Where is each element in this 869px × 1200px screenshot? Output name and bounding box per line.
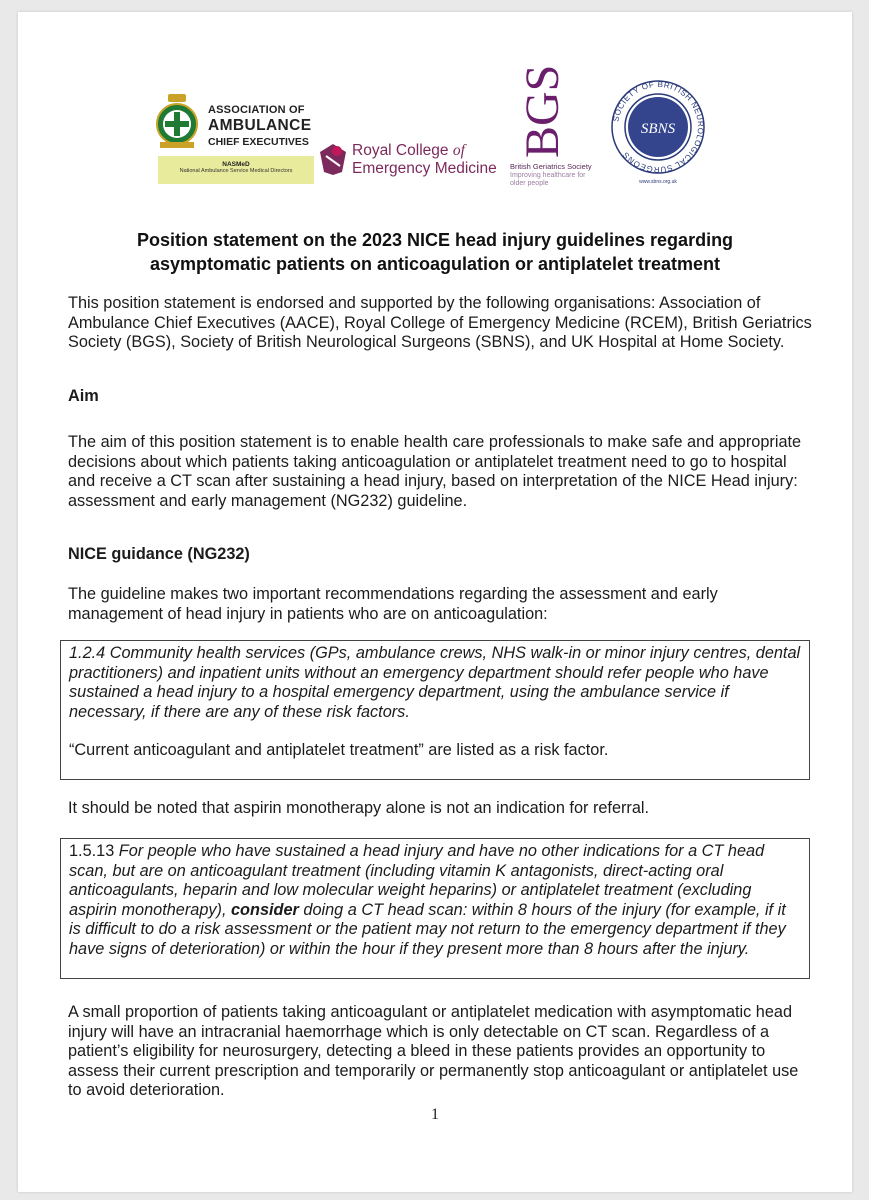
recommendation-1-5-13-part1: For people who have sustained a head injury and have no other indications for a CT head scan, but are on anticoagulant treatment (including vitamin K antagonists, direct-acting oral anticoagulants, heparin and low molecular weight heparins) or antiplatelet treatment (excluding aspirin monotherapy), <box>69 842 765 919</box>
box-spacer <box>69 722 801 741</box>
recommendation-number: 1.5.13 <box>69 842 119 860</box>
nice-intro-paragraph: The guideline makes two important recommendations regarding the assessment and early management of head injury in patients who are on anticoagulation: <box>68 585 718 623</box>
title-line1: Position statement on the 2023 NICE head injury guidelines regarding <box>136 230 734 250</box>
aim-heading: Aim <box>68 387 99 405</box>
sbns-monogram: SBNS <box>640 121 676 137</box>
sbns-ring-text: SOCIETY OF BRITISH NEUROLOGICAL SURGEONS <box>611 79 706 175</box>
sbns-url: www.sbns.org.uk <box>639 179 677 185</box>
risk-factor-note: “Current anticoagulant and antiplatelet treatment” are listed as a risk factor. <box>69 741 609 759</box>
recommendation-1-5-13-part2: doing a CT head scan: within 8 hours of the injury (for example, if it is difficult to do a risk assessment or the patient may not return to the emergency department if they have signs of deterioration) or within the hour if they present more than 8 hours after the injury. <box>69 900 786 958</box>
aace-logo <box>154 92 324 187</box>
bgs-mark-text: BGS <box>516 64 569 158</box>
nasmed-banner <box>158 156 314 184</box>
rcem-of: of <box>452 142 465 159</box>
rcem-name-line2: Emergency Medicine <box>352 160 497 177</box>
title-line2: asymptomatic patients on anticoagulation or antiplatelet treatment <box>149 254 721 274</box>
logo-strip <box>18 12 852 212</box>
recommendation-1-2-4: 1.2.4 Community health services (GPs, ambulance crews, NHS walk-in or minor injury centres, dental practitioners) and inpatient units without an emergency department should refer people who have sustained a head injury to a hospital emergency department, using the ambulance service if necessary, if there are any of these risk factors. <box>69 644 801 721</box>
nasmed-acronym: NASMeD <box>222 161 250 168</box>
bgs-name: British Geriatrics Society <box>510 162 592 171</box>
bgs-tagline: Improving healthcare for older people <box>510 172 586 187</box>
page-title <box>78 228 792 276</box>
rcem-name-line1 <box>352 142 465 160</box>
nice-heading: NICE guidance (NG232) <box>68 545 250 563</box>
aace-line2: AMBULANCE <box>208 117 312 134</box>
page-number: 1 <box>431 1106 439 1123</box>
bgs-mark-icon <box>516 64 569 160</box>
aace-crest-icon <box>154 92 200 152</box>
aace-line1: ASSOCIATION OF <box>208 104 305 116</box>
recommendation-emphasis: consider <box>231 900 299 919</box>
closing-paragraph: A small proportion of patients taking anticoagulant or antiplatelet medication with asymptomatic head injury will have an intracranial haemorrhage which is only detectable on CT scan. Regardless of a patient’s eligibility for neurosurgery, detecting a bleed in these patients provides an opportunity to assess their current prescription and temporarily or permanently stop anticoagulant or antiplatelet use to avoid deterioration. <box>68 1003 799 1099</box>
aim-paragraph: The aim of this position statement is to enable health care professionals to make safe and appropriate decisions about which patients taking anticoagulation or antiplatelet treatment need to go to hospital and receive a CT scan after sustaining a head injury, based on interpretation of the NICE Head injury: assessment and early management (NG232) guideline. <box>68 433 802 510</box>
document-page <box>18 12 852 1192</box>
bgs-logo <box>508 64 608 197</box>
aace-line3: CHIEF EXECUTIVES <box>208 136 309 148</box>
sbns-seal-icon <box>608 77 708 187</box>
rcem-logo <box>318 140 518 185</box>
nasmed-full-name: National Ambulance Service Medical Directors <box>179 168 293 174</box>
aspirin-note: It should be noted that aspirin monotherapy alone is not an indication for referral. <box>68 799 650 817</box>
recommendation-box-1 <box>60 640 810 780</box>
intro-paragraph: This position statement is endorsed and supported by the following organisations: Association of Ambulance Chief Executives (AACE), Royal College of Emergency Medicine (RCEM), British Geriatrics Society (BGS), Society of British Neurological Surgeons (SBNS), and UK Hospital at Home Society. <box>68 294 812 351</box>
rcem-crest-icon <box>318 142 348 176</box>
rcem-royal-college: Royal College <box>352 142 453 159</box>
recommendation-box-2 <box>60 838 810 979</box>
